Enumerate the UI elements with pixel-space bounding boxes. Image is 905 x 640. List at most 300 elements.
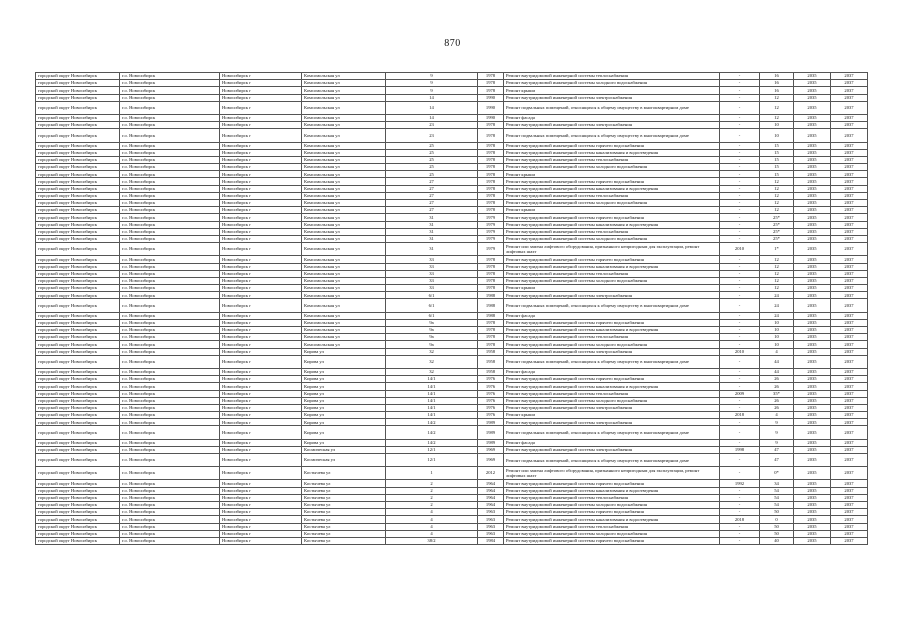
- end-year-cell: 2037: [831, 129, 868, 142]
- build-year-cell: 1964: [478, 501, 504, 508]
- last-repair-year-cell: -: [720, 467, 760, 480]
- house-number-cell: 25: [386, 164, 478, 171]
- house-number-cell: 9: [386, 73, 478, 80]
- locality-cell: Новосибирск г: [220, 192, 302, 199]
- street-cell: Комсомольская ул: [302, 80, 386, 87]
- municipality-cell: городской округ Новосибирск: [36, 270, 120, 277]
- table-row: [36, 480, 868, 487]
- wear-cell: 15: [760, 156, 794, 163]
- municipality-cell: городской округ Новосибирск: [36, 397, 120, 404]
- last-repair-year-cell: -: [720, 341, 760, 348]
- street-cell: Комсомольская ул: [302, 101, 386, 114]
- street-cell: Комсомольская ул: [302, 73, 386, 80]
- wear-cell: 12: [760, 94, 794, 101]
- table-row: [36, 390, 868, 397]
- last-repair-year-cell: -: [720, 114, 760, 121]
- table-row: [36, 263, 868, 270]
- end-year-cell: 2037: [831, 156, 868, 163]
- locality-cell: Новосибирск г: [220, 341, 302, 348]
- last-repair-year-cell: -: [720, 494, 760, 501]
- settlement-cell: г.о. Новосибирск: [120, 122, 220, 129]
- locality-cell: Новосибирск г: [220, 122, 302, 129]
- table-row: [36, 80, 868, 87]
- street-cell: Комсомольская ул: [302, 277, 386, 284]
- end-year-cell: 2037: [831, 397, 868, 404]
- wear-cell: 26: [760, 397, 794, 404]
- start-year-cell: 2035: [794, 122, 831, 129]
- table-row: [36, 446, 868, 453]
- house-number-cell: 14/2: [386, 419, 478, 426]
- municipality-cell: городской округ Новосибирск: [36, 228, 120, 235]
- work-type-cell: Ремонт внутридомовой инженерной системы электроснабжения: [504, 122, 720, 129]
- locality-cell: Новосибирск г: [220, 299, 302, 312]
- build-year-cell: 1978: [478, 73, 504, 80]
- start-year-cell: 2035: [794, 368, 831, 375]
- work-type-cell: Ремонт внутридомовой инженерной системы теплоснабжения: [504, 228, 720, 235]
- table-row: [36, 178, 868, 185]
- locality-cell: Новосибирск г: [220, 467, 302, 480]
- build-year-cell: 1976: [478, 383, 504, 390]
- table-row: [36, 101, 868, 114]
- wear-cell: 12: [760, 256, 794, 263]
- table-row: [36, 235, 868, 242]
- house-number-cell: 12/1: [386, 446, 478, 453]
- build-year-cell: 1988: [478, 312, 504, 319]
- work-type-cell: Ремонт внутридомовой инженерной системы горячего водоснабжения: [504, 480, 720, 487]
- last-repair-year-cell: -: [720, 523, 760, 530]
- end-year-cell: 2037: [831, 334, 868, 341]
- house-number-cell: 6/1: [386, 299, 478, 312]
- street-cell: Кирова ул: [302, 404, 386, 411]
- house-number-cell: 6/1: [386, 312, 478, 319]
- start-year-cell: 2035: [794, 164, 831, 171]
- build-year-cell: 1984: [478, 537, 504, 544]
- house-number-cell: 25: [386, 142, 478, 149]
- wear-cell: 12: [760, 114, 794, 121]
- house-number-cell: 32: [386, 355, 478, 368]
- last-repair-year-cell: 2009: [720, 390, 760, 397]
- build-year-cell: 1978: [478, 207, 504, 214]
- wear-cell: 12: [760, 192, 794, 199]
- municipality-cell: городской округ Новосибирск: [36, 494, 120, 501]
- house-number-cell: 27: [386, 207, 478, 214]
- house-number-cell: 4: [386, 516, 478, 523]
- municipality-cell: городской округ Новосибирск: [36, 207, 120, 214]
- wear-cell: 15: [760, 142, 794, 149]
- house-number-cell: 25: [386, 171, 478, 178]
- last-repair-year-cell: -: [720, 397, 760, 404]
- street-cell: Кирова ул: [302, 419, 386, 426]
- last-repair-year-cell: -: [720, 285, 760, 292]
- locality-cell: Новосибирск г: [220, 501, 302, 508]
- build-year-cell: 1976: [478, 412, 504, 419]
- build-year-cell: 1989: [478, 439, 504, 446]
- table-row: [36, 454, 868, 467]
- street-cell: Кирова ул: [302, 412, 386, 419]
- table-row: [36, 523, 868, 530]
- street-cell: Комсомольская ул: [302, 256, 386, 263]
- table-row: [36, 355, 868, 368]
- street-cell: Комсомольская ул: [302, 94, 386, 101]
- work-type-cell: Ремонт внутридомовой инженерной системы теплоснабжения: [504, 494, 720, 501]
- end-year-cell: 2037: [831, 390, 868, 397]
- settlement-cell: г.о. Новосибирск: [120, 397, 220, 404]
- work-type-cell: Ремонт внутридомовой инженерной системы холодного водоснабжения: [504, 80, 720, 87]
- end-year-cell: 2037: [831, 516, 868, 523]
- street-cell: Костычева ул: [302, 509, 386, 516]
- locality-cell: Новосибирск г: [220, 426, 302, 439]
- settlement-cell: г.о. Новосибирск: [120, 537, 220, 544]
- house-number-cell: 14/1: [386, 376, 478, 383]
- start-year-cell: 2035: [794, 299, 831, 312]
- settlement-cell: г.о. Новосибирск: [120, 348, 220, 355]
- start-year-cell: 2035: [794, 277, 831, 284]
- work-type-cell: Ремонт внутридомовой инженерной системы теплоснабжения: [504, 523, 720, 530]
- table-row: [36, 200, 868, 207]
- table-row: [36, 214, 868, 221]
- municipality-cell: городской округ Новосибирск: [36, 214, 120, 221]
- house-number-cell: 9: [386, 80, 478, 87]
- table-row: [36, 192, 868, 199]
- page-number: 870: [444, 38, 461, 49]
- work-type-cell: Ремонт внутридомовой инженерной системы электроснабжения: [504, 446, 720, 453]
- last-repair-year-cell: -: [720, 192, 760, 199]
- locality-cell: Новосибирск г: [220, 334, 302, 341]
- start-year-cell: 2035: [794, 501, 831, 508]
- house-number-cell: 4: [386, 523, 478, 530]
- house-number-cell: 6/1: [386, 292, 478, 299]
- work-type-cell: Ремонт крыши: [504, 87, 720, 94]
- last-repair-year-cell: -: [720, 214, 760, 221]
- locality-cell: Новосибирск г: [220, 390, 302, 397]
- table-row: [36, 122, 868, 129]
- wear-cell: 50: [760, 530, 794, 537]
- build-year-cell: 1978: [478, 156, 504, 163]
- house-number-cell: 27: [386, 178, 478, 185]
- house-number-cell: 1: [386, 467, 478, 480]
- table-row: [36, 509, 868, 516]
- build-year-cell: 1963: [478, 509, 504, 516]
- start-year-cell: 2035: [794, 243, 831, 256]
- wear-cell: 9: [760, 439, 794, 446]
- work-type-cell: Ремонт фасада: [504, 312, 720, 319]
- house-number-cell: 33: [386, 270, 478, 277]
- work-type-cell: Ремонт внутридомовой инженерной системы горячего водоснабжения: [504, 509, 720, 516]
- work-type-cell: Ремонт фасада: [504, 114, 720, 121]
- settlement-cell: г.о. Новосибирск: [120, 87, 220, 94]
- locality-cell: Новосибирск г: [220, 355, 302, 368]
- house-number-cell: 31: [386, 235, 478, 242]
- work-type-cell: Ремонт внутридомовой инженерной системы канализования и водоотведения: [504, 185, 720, 192]
- work-type-cell: Ремонт внутридомовой инженерной системы холодного водоснабжения: [504, 235, 720, 242]
- house-number-cell: 9а: [386, 327, 478, 334]
- work-type-cell: Ремонт внутридомовой инженерной системы канализования и водоотведения: [504, 383, 720, 390]
- table-row: [36, 319, 868, 326]
- work-type-cell: Ремонт или замена лифтового оборудования, признанного непригодным для эксплуатации, ремонт лифтовых шахт: [504, 467, 720, 480]
- end-year-cell: 2037: [831, 501, 868, 508]
- settlement-cell: г.о. Новосибирск: [120, 80, 220, 87]
- build-year-cell: 1963: [478, 530, 504, 537]
- wear-cell: 16: [760, 87, 794, 94]
- end-year-cell: 2037: [831, 412, 868, 419]
- street-cell: Костычева ул: [302, 494, 386, 501]
- house-number-cell: 31: [386, 243, 478, 256]
- locality-cell: Новосибирск г: [220, 235, 302, 242]
- last-repair-year-cell: -: [720, 185, 760, 192]
- last-repair-year-cell: -: [720, 277, 760, 284]
- end-year-cell: 2037: [831, 537, 868, 544]
- work-type-cell: Ремонт внутридомовой инженерной системы электроснабжения: [504, 94, 720, 101]
- municipality-cell: городской округ Новосибирск: [36, 383, 120, 390]
- work-type-cell: Ремонт внутридомовой инженерной системы электроснабжения: [504, 292, 720, 299]
- municipality-cell: городской округ Новосибирск: [36, 243, 120, 256]
- settlement-cell: г.о. Новосибирск: [120, 142, 220, 149]
- start-year-cell: 2035: [794, 467, 831, 480]
- build-year-cell: 1964: [478, 494, 504, 501]
- work-type-cell: Ремонт внутридомовой инженерной системы теплоснабжения: [504, 334, 720, 341]
- start-year-cell: 2035: [794, 537, 831, 544]
- municipality-cell: городской округ Новосибирск: [36, 487, 120, 494]
- last-repair-year-cell: -: [720, 327, 760, 334]
- table-row: [36, 277, 868, 284]
- table-row: [36, 185, 868, 192]
- wear-cell: 10: [760, 341, 794, 348]
- work-type-cell: Ремонт внутридомовой инженерной системы горячего водоснабжения: [504, 256, 720, 263]
- locality-cell: Новосибирск г: [220, 73, 302, 80]
- street-cell: Комсомольская ул: [302, 299, 386, 312]
- work-type-cell: Ремонт внутридомовой инженерной системы горячего водоснабжения: [504, 537, 720, 544]
- end-year-cell: 2037: [831, 87, 868, 94]
- work-type-cell: Ремонт внутридомовой инженерной системы горячего водоснабжения: [504, 319, 720, 326]
- house-number-cell: 27: [386, 185, 478, 192]
- settlement-cell: г.о. Новосибирск: [120, 256, 220, 263]
- settlement-cell: г.о. Новосибирск: [120, 509, 220, 516]
- end-year-cell: 2037: [831, 171, 868, 178]
- work-type-cell: Ремонт внутридомовой инженерной системы холодного водоснабжения: [504, 341, 720, 348]
- settlement-cell: г.о. Новосибирск: [120, 467, 220, 480]
- table-row: [36, 467, 868, 480]
- end-year-cell: 2037: [831, 523, 868, 530]
- municipality-cell: городской округ Новосибирск: [36, 142, 120, 149]
- municipality-cell: городской округ Новосибирск: [36, 192, 120, 199]
- wear-cell: 47: [760, 454, 794, 467]
- wear-cell: 24: [760, 292, 794, 299]
- street-cell: Комсомольская ул: [302, 312, 386, 319]
- work-type-cell: Ремонт внутридомовой инженерной системы электроснабжения: [504, 404, 720, 411]
- settlement-cell: г.о. Новосибирск: [120, 263, 220, 270]
- table-row: [36, 368, 868, 375]
- street-cell: Костычева ул: [302, 516, 386, 523]
- settlement-cell: г.о. Новосибирск: [120, 149, 220, 156]
- locality-cell: Новосибирск г: [220, 228, 302, 235]
- wear-cell: 10: [760, 327, 794, 334]
- work-type-cell: Ремонт внутридомовой инженерной системы холодного водоснабжения: [504, 501, 720, 508]
- house-number-cell: 32: [386, 368, 478, 375]
- start-year-cell: 2035: [794, 494, 831, 501]
- end-year-cell: 2037: [831, 149, 868, 156]
- settlement-cell: г.о. Новосибирск: [120, 114, 220, 121]
- settlement-cell: г.о. Новосибирск: [120, 439, 220, 446]
- last-repair-year-cell: -: [720, 129, 760, 142]
- wear-cell: 1*: [760, 243, 794, 256]
- locality-cell: Новосибирск г: [220, 207, 302, 214]
- last-repair-year-cell: -: [720, 334, 760, 341]
- house-number-cell: 33: [386, 285, 478, 292]
- start-year-cell: 2035: [794, 439, 831, 446]
- start-year-cell: 2035: [794, 129, 831, 142]
- street-cell: Комсомольская ул: [302, 214, 386, 221]
- start-year-cell: 2035: [794, 214, 831, 221]
- last-repair-year-cell: -: [720, 530, 760, 537]
- work-type-cell: Ремонт крыши: [504, 207, 720, 214]
- table-row: [36, 292, 868, 299]
- end-year-cell: 2037: [831, 263, 868, 270]
- build-year-cell: 1958: [478, 355, 504, 368]
- wear-cell: 35*: [760, 390, 794, 397]
- last-repair-year-cell: -: [720, 319, 760, 326]
- street-cell: Кирова ул: [302, 426, 386, 439]
- last-repair-year-cell: -: [720, 171, 760, 178]
- table-row: [36, 114, 868, 121]
- start-year-cell: 2035: [794, 509, 831, 516]
- last-repair-year-cell: -: [720, 142, 760, 149]
- wear-cell: 12: [760, 277, 794, 284]
- build-year-cell: 1988: [478, 299, 504, 312]
- build-year-cell: 1978: [478, 142, 504, 149]
- work-type-cell: Ремонт внутридомовой инженерной системы холодного водоснабжения: [504, 277, 720, 284]
- locality-cell: Новосибирск г: [220, 419, 302, 426]
- house-number-cell: 14: [386, 114, 478, 121]
- locality-cell: Новосибирск г: [220, 149, 302, 156]
- end-year-cell: 2037: [831, 446, 868, 453]
- last-repair-year-cell: -: [720, 368, 760, 375]
- municipality-cell: городской округ Новосибирск: [36, 171, 120, 178]
- work-type-cell: Ремонт подвальных помещений, относящихся к общему имуществу в многоквартирном доме: [504, 101, 720, 114]
- municipality-cell: городской округ Новосибирск: [36, 480, 120, 487]
- locality-cell: Новосибирск г: [220, 327, 302, 334]
- work-type-cell: Ремонт внутридомовой инженерной системы горячего водоснабжения: [504, 178, 720, 185]
- work-type-cell: Ремонт внутридомовой инженерной системы канализования и водоотведения: [504, 327, 720, 334]
- start-year-cell: 2035: [794, 523, 831, 530]
- house-number-cell: 14: [386, 101, 478, 114]
- last-repair-year-cell: -: [720, 149, 760, 156]
- settlement-cell: г.о. Новосибирск: [120, 228, 220, 235]
- start-year-cell: 2035: [794, 178, 831, 185]
- house-number-cell: 23: [386, 129, 478, 142]
- wear-cell: 25*: [760, 221, 794, 228]
- municipality-cell: городской округ Новосибирск: [36, 412, 120, 419]
- wear-cell: 25*: [760, 235, 794, 242]
- work-type-cell: Ремонт внутридомовой инженерной системы теплоснабжения: [504, 156, 720, 163]
- end-year-cell: 2037: [831, 327, 868, 334]
- build-year-cell: 1990: [478, 114, 504, 121]
- build-year-cell: 1963: [478, 523, 504, 530]
- house-number-cell: 9а: [386, 341, 478, 348]
- start-year-cell: 2035: [794, 383, 831, 390]
- last-repair-year-cell: 2018: [720, 412, 760, 419]
- wear-cell: 15: [760, 171, 794, 178]
- locality-cell: Новосибирск г: [220, 292, 302, 299]
- settlement-cell: г.о. Новосибирск: [120, 454, 220, 467]
- settlement-cell: г.о. Новосибирск: [120, 523, 220, 530]
- start-year-cell: 2035: [794, 228, 831, 235]
- work-type-cell: Ремонт внутридомовой инженерной системы теплоснабжения: [504, 192, 720, 199]
- municipality-cell: городской округ Новосибирск: [36, 355, 120, 368]
- municipality-cell: городской округ Новосибирск: [36, 312, 120, 319]
- end-year-cell: 2037: [831, 214, 868, 221]
- start-year-cell: 2035: [794, 487, 831, 494]
- table-row: [36, 94, 868, 101]
- settlement-cell: г.о. Новосибирск: [120, 214, 220, 221]
- work-type-cell: Ремонт подвальных помещений, относящихся к общему имуществу в многоквартирном доме: [504, 454, 720, 467]
- house-number-cell: 2: [386, 494, 478, 501]
- work-type-cell: Ремонт внутридомовой инженерной системы канализования и водоотведения: [504, 149, 720, 156]
- last-repair-year-cell: -: [720, 94, 760, 101]
- last-repair-year-cell: -: [720, 419, 760, 426]
- table-row: [36, 516, 868, 523]
- start-year-cell: 2035: [794, 390, 831, 397]
- start-year-cell: 2035: [794, 341, 831, 348]
- build-year-cell: 1978: [478, 263, 504, 270]
- work-type-cell: Ремонт подвальных помещений, относящихся к общему имуществу в многоквартирном доме: [504, 426, 720, 439]
- house-number-cell: 4: [386, 530, 478, 537]
- build-year-cell: 1979: [478, 228, 504, 235]
- settlement-cell: г.о. Новосибирск: [120, 383, 220, 390]
- table-row: [36, 530, 868, 537]
- house-number-cell: 31: [386, 228, 478, 235]
- start-year-cell: 2035: [794, 446, 831, 453]
- street-cell: Костычева ул: [302, 480, 386, 487]
- build-year-cell: 1978: [478, 200, 504, 207]
- start-year-cell: 2035: [794, 348, 831, 355]
- build-year-cell: 1978: [478, 270, 504, 277]
- street-cell: Космическая ул: [302, 454, 386, 467]
- house-number-cell: 2: [386, 501, 478, 508]
- settlement-cell: г.о. Новосибирск: [120, 516, 220, 523]
- locality-cell: Новосибирск г: [220, 404, 302, 411]
- settlement-cell: г.о. Новосибирск: [120, 390, 220, 397]
- house-number-cell: 14/1: [386, 412, 478, 419]
- last-repair-year-cell: -: [720, 122, 760, 129]
- locality-cell: Новосибирск г: [220, 114, 302, 121]
- locality-cell: Новосибирск г: [220, 530, 302, 537]
- settlement-cell: г.о. Новосибирск: [120, 243, 220, 256]
- municipality-cell: городской округ Новосибирск: [36, 129, 120, 142]
- table-row: [36, 171, 868, 178]
- settlement-cell: г.о. Новосибирск: [120, 164, 220, 171]
- wear-cell: 25*: [760, 214, 794, 221]
- wear-cell: 16: [760, 80, 794, 87]
- house-number-cell: 27: [386, 200, 478, 207]
- start-year-cell: 2035: [794, 530, 831, 537]
- end-year-cell: 2037: [831, 192, 868, 199]
- table-row: [36, 73, 868, 80]
- end-year-cell: 2037: [831, 178, 868, 185]
- settlement-cell: г.о. Новосибирск: [120, 412, 220, 419]
- work-type-cell: Ремонт внутридомовой инженерной системы горячего водоснабжения: [504, 214, 720, 221]
- municipality-cell: городской округ Новосибирск: [36, 292, 120, 299]
- start-year-cell: 2035: [794, 101, 831, 114]
- work-type-cell: Ремонт подвальных помещений, относящихся к общему имуществу в многоквартирном доме: [504, 355, 720, 368]
- locality-cell: Новосибирск г: [220, 523, 302, 530]
- locality-cell: Новосибирск г: [220, 285, 302, 292]
- table-row: [36, 494, 868, 501]
- start-year-cell: 2035: [794, 207, 831, 214]
- build-year-cell: 1990: [478, 101, 504, 114]
- wear-cell: 10: [760, 129, 794, 142]
- table-row: [36, 341, 868, 348]
- work-type-cell: Ремонт внутридомовой инженерной системы канализования и водоотведения: [504, 516, 720, 523]
